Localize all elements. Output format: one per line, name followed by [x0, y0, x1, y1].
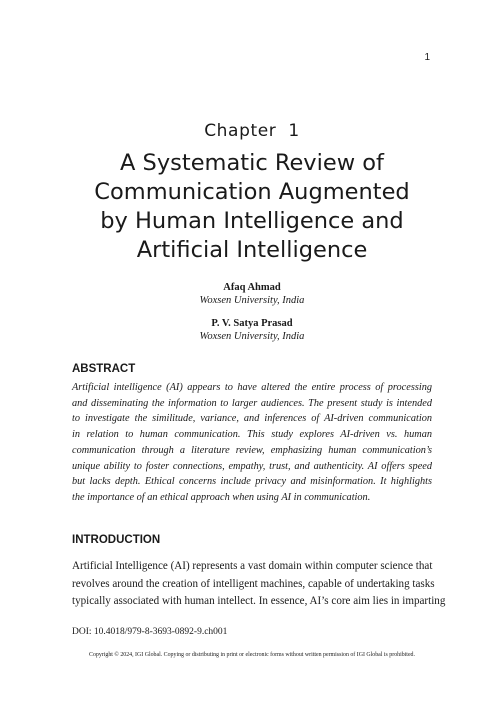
- abstract-line: communication through a literature review, emphasizing human communication’s: [72, 444, 432, 456]
- introduction-line: typically associated with human intellect. In essence, AI’s core aim lies in imparting: [72, 595, 446, 608]
- introduction-line: Artificial Intelligence (AI) represents a vast domain within computer science that: [72, 560, 433, 572]
- abstract-line: Artificial intelligence (AI) appears to have altered the entire process of processing: [72, 382, 432, 393]
- abstract-line: in relation to human communication. This study explores AI-driven vs. human: [72, 429, 432, 441]
- abstract-line: and disseminating the information to larger audiences. The present study is intended: [72, 397, 432, 409]
- abstract-line: to investigate the similitude, variance, and inferences of AI-driven communication: [72, 413, 432, 425]
- abstract-line: unique ability to foster connections, empathy, trust, and authenticity. AI offers speed: [72, 460, 432, 472]
- introduction-line: revolves around the creation of intelligent machines, capable of undertaking tasks: [72, 577, 435, 590]
- author-affiliation: Woxsen University, India: [199, 331, 305, 342]
- abstract-line: the importance of an ethical approach when using AI in communication.: [72, 491, 371, 503]
- author-name: Afaq Ahmad: [223, 282, 281, 293]
- author-name: P. V. Satya Prasad: [211, 318, 293, 329]
- author-block: [0, 281, 504, 307]
- author-affiliation: Woxsen University, India: [199, 295, 305, 306]
- introduction-text: [72, 558, 446, 611]
- title-line: A Systematic Review of: [120, 150, 384, 176]
- abstract-line: but lacks depth. Ethical concerns include privacy and misinformation. It highlights: [72, 476, 432, 488]
- title-line: by Human Intelligence and: [100, 208, 404, 234]
- abstract-text: [72, 380, 432, 506]
- doi-text: DOI: 10.4018/979-8-3693-0892-9.ch001: [72, 627, 228, 637]
- abstract-heading: ABSTRACT: [72, 363, 136, 375]
- page-number: 1: [424, 52, 430, 63]
- title-line: Artificial Intelligence: [136, 237, 368, 263]
- chapter-title: [60, 149, 444, 265]
- introduction-heading: INTRODUCTION: [72, 534, 161, 546]
- author-block: [0, 317, 504, 343]
- title-line: Communication Augmented: [94, 179, 410, 205]
- copyright-notice: Copyright © 2024, IGI Global. Copying or distributing in print or electronic forms without written permission of IGI Global is prohibited.: [89, 652, 415, 658]
- chapter-label: Chapter 1: [204, 121, 300, 141]
